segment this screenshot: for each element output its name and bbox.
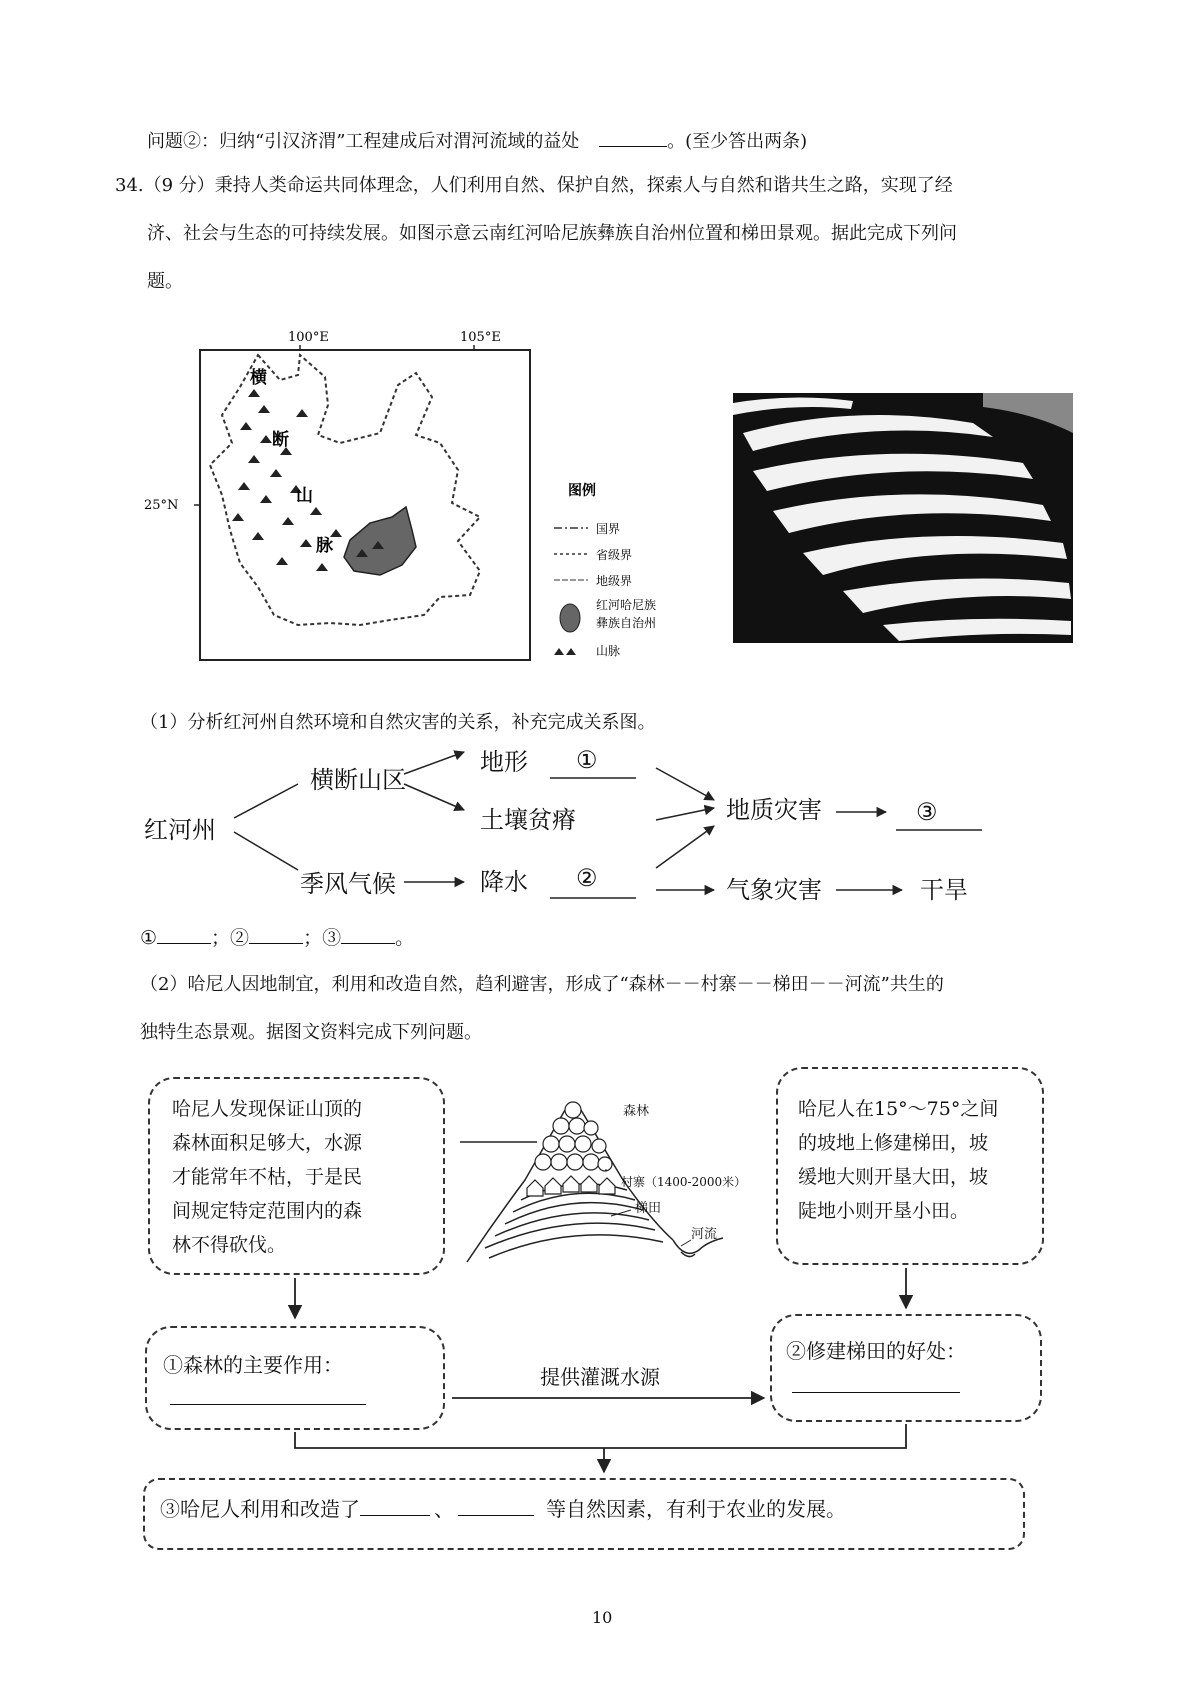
conclusion-blank-2[interactable] [458,1497,534,1516]
conclusion-part-a: ③哈尼人利用和改造了 [160,1497,360,1521]
q34-line-1: 34.（9 分）秉持人类命运共同体理念，人们利用自然、保护自然，探索人与自然和谐共生之路，实现了经 [115,175,953,196]
sub2-line-1: （2）哈尼人因地制宜，利用和改造自然，趋利避害，形成了“森林－－村寨－－梯田－－河流”共生的 [140,974,944,995]
legend-title: 图例 [568,483,596,499]
terrace-benefit-box [770,1314,1042,1422]
range-char-3: 山 [296,486,313,506]
conclusion-blank-1[interactable] [360,1497,430,1516]
irrigation-arrow-label: 提供灌溉水源 [540,1365,660,1389]
node-weather-hazard: 气象灾害 [726,876,822,904]
legend-provincial: 省级界 [596,548,633,562]
node-geo-hazard: 地质灾害 [726,796,822,824]
left-info-line-1: 哈尼人发现保证山顶的 [172,1098,363,1120]
lat-25-label: 25°N [144,498,179,513]
right-info-line-2: 的坡地上修建梯田，坡 [798,1132,989,1154]
lon-100-label: 100°E [288,330,329,345]
node-rain: 降水 [480,868,528,896]
left-info-line-2: 森林面积足够大，水源 [172,1132,363,1154]
answer-label-3: ；③ [303,927,342,949]
page-number: 10 [592,1608,613,1627]
legend-honghe-2: 彝族自治州 [596,616,657,630]
answer-label-1: ① [140,927,158,949]
node-terrain: 地形 [480,748,528,776]
conclusion-part-b: 等自然因素，有利于农业的发展。 [546,1497,846,1521]
legend-national: 国界 [596,522,621,536]
legend-prefecture: 地级界 [596,574,633,588]
right-info-line-4: 陡地小则开垦小田。 [798,1200,970,1222]
right-info-line-1: 哈尼人在15°～75°之间 [798,1098,999,1120]
range-char-1: 横 [250,368,267,388]
label-river: 河流 [691,1227,718,1242]
left-info-line-5: 林不得砍伐。 [172,1234,287,1256]
sub2-line-2: 独特生态景观。据图文资料完成下列问题。 [140,1022,482,1043]
node-monsoon: 季风气候 [300,870,396,898]
left-info-line-3: 才能常年不枯，于是民 [172,1166,363,1188]
label-terrace: 梯田 [635,1201,662,1216]
marker-1: ① [576,746,598,774]
q34-line-2: 济、社会与生态的可持续发展。如图示意云南红河哈尼族彝族自治州位置和梯田景观。据此完成下列问 [147,223,957,244]
label-village: 村寨（1400-2000米） [621,1175,747,1189]
question-2-suffix: 。(至少答出两条) [667,131,808,152]
marker-2: ② [576,864,598,892]
left-info-line-4: 间规定特定范围内的森 [172,1200,363,1222]
node-soil: 土壤贫瘠 [480,806,576,834]
label-forest: 森林 [623,1104,650,1119]
terrace-benefit-label: ②修建梯田的好处： [786,1339,966,1363]
right-info-line-3: 缓地大则开垦大田，坡 [798,1166,989,1188]
terrace-benefit-blank[interactable] [792,1374,960,1393]
node-hengduan: 横断山区 [310,766,406,794]
answer-label-2: ；② [211,927,250,949]
lon-105-label: 105°E [460,330,501,345]
legend-honghe-1: 红河哈尼族 [596,598,657,612]
legend-mountains: 山脉 [596,644,621,658]
range-char-4: 脉 [316,536,333,556]
conclusion-line [160,1492,846,1526]
node-drought: 干旱 [920,876,968,904]
answer-label-4: 。 [395,927,415,949]
question-2-text: 问题②：归纳“引汉济渭”工程建成后对渭河流域的益处 [147,131,580,152]
forest-role-label: ①森林的主要作用： [163,1353,343,1377]
q34-line-3: 题。 [147,271,183,292]
conclusion-sep: 、 [434,1497,454,1521]
range-char-2: 断 [272,430,289,450]
forest-role-blank[interactable] [170,1386,366,1405]
marker-3: ③ [916,798,938,826]
sub1-prompt: （1）分析红河州自然环境和自然灾害的关系，补充完成关系图。 [140,712,656,733]
node-honghe: 红河州 [144,816,216,844]
